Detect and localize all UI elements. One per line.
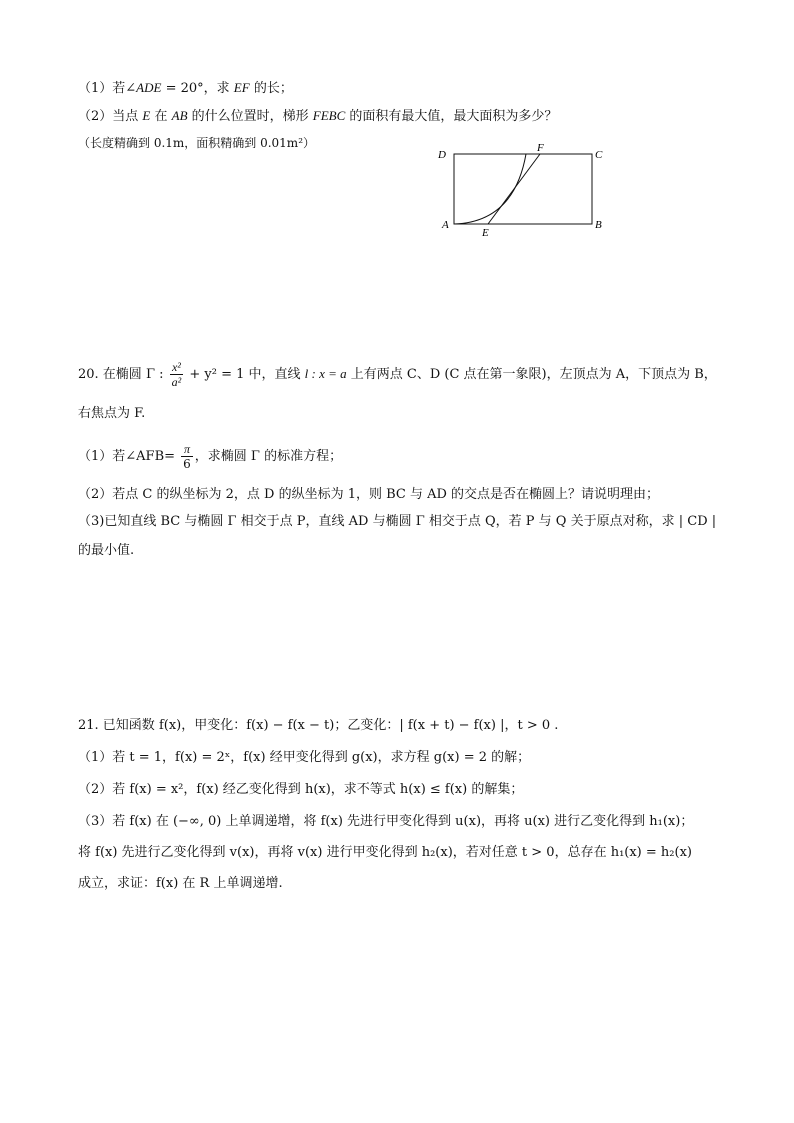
rectangle-abcd bbox=[454, 154, 592, 224]
label-b: B bbox=[595, 219, 602, 231]
q21-part3-cont2: 成立，求证：f(x) 在 R 上单调递增. bbox=[78, 876, 283, 891]
q20-part2: （2）若点 C 的纵坐标为 2，点 D 的纵坐标为 1，则 BC 与 AD 的交点是否在椭圆上？请说明理由； bbox=[78, 487, 660, 502]
rectangle-arc-figure bbox=[436, 140, 616, 240]
q21-part2: （2）若 f(x) = x²，f(x) 经乙变化得到 h(x)，求不等式 h(x) ≤ f(x) 的解集； bbox=[78, 782, 524, 797]
q21-part3-cont1: 将 f(x) 先进行乙变化得到 v(x)，再将 v(x) 进行甲变化得到 h₂(x)，若对任意 t > 0，总存在 h₁(x) = h₂(x) bbox=[78, 845, 692, 860]
fraction-pi-over-6: $\frac{\pi}{6}$ bbox=[183, 442, 191, 471]
q20-stem-line2: 右焦点为 F. bbox=[78, 406, 146, 421]
label-c: C bbox=[595, 149, 603, 161]
q21-stem: 21. 已知函数 f(x)，甲变化：f(x) − f(x − t)；乙变化：| f(x + t) − f(x) |，t > 0 . bbox=[78, 718, 559, 733]
q20-part3: （3)已知直线 BC 与椭圆 Γ 相交于点 P，直线 AD 与椭圆 Γ 相交于点 Q，若 P 与 Q 关于原点对称，求 | CD | bbox=[78, 514, 717, 529]
q21-part3: （3）若 f(x) 在 (−∞, 0) 上单调递增，将 f(x) 先进行甲变化得到 u(x)，再将 u(x) 进行乙变化得到 h₁(x)； bbox=[78, 814, 694, 829]
label-a: A bbox=[442, 219, 449, 231]
q19-precision-note: （长度精确到 0.1m，面积精确到 0.01m²） bbox=[78, 136, 316, 150]
arc-ae bbox=[454, 154, 526, 224]
label-e: E bbox=[482, 227, 489, 239]
segment-ef bbox=[488, 154, 540, 224]
q21-part1: （1）若 t = 1，f(x) = 2ˣ，f(x) 经甲变化得到 g(x)，求方程 g(x) = 2 的解； bbox=[78, 750, 531, 765]
q19-part1: （1）若∠ADE = 20°，求 EF 的长； bbox=[78, 80, 293, 96]
q20-part3-cont: 的最小值. bbox=[78, 543, 135, 558]
q20-stem-line1: 20. 在椭圆 Γ : $\frac{\text{x²}}{\text{a²}}$ + y² = 1 中，直线 l : x = a 上有两点 C、D (C 点在第一象限)，左顶点为 A，下顶点为 B， bbox=[78, 360, 717, 389]
label-d: D bbox=[438, 149, 446, 161]
q19-part2: （2）当点 E 在 AB 的什么位置时，梯形 FEBC 的面积有最大值，最大面积为多少？ bbox=[78, 108, 558, 124]
label-f: F bbox=[537, 142, 544, 154]
fraction-x2-over-a2: $\frac{\text{x²}}{\text{a²}}$ bbox=[171, 360, 182, 389]
q20-part1: （1）若∠AFB= $\frac{\pi}{6}$ ，求椭圆 Γ 的标准方程； bbox=[78, 442, 343, 471]
